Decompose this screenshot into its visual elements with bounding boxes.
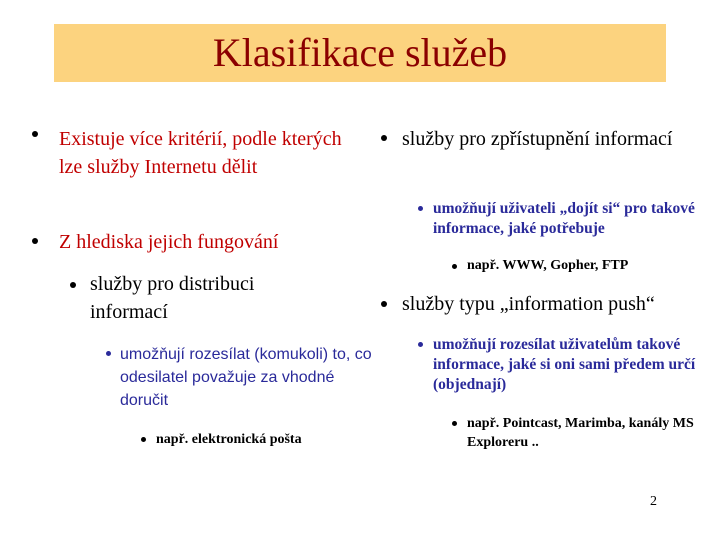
right-example-push: např. Pointcast, Marimba, kanály MS Exploreru .. — [467, 416, 694, 450]
bullet-dot — [452, 264, 457, 269]
bullet-dot — [106, 351, 111, 356]
bullet-dot — [452, 421, 457, 426]
bullet-dot — [418, 342, 423, 347]
bullet-dot — [32, 238, 38, 244]
bullet-dot — [381, 301, 387, 307]
left-bullet-criteria: Existuje více kritérií, podle kterých lze služby Internetu dělit — [59, 128, 342, 178]
title-banner — [54, 24, 666, 82]
page-number: 2 — [650, 494, 657, 509]
slide-title: Klasifikace služeb — [212, 30, 508, 75]
bullet-dot — [70, 282, 76, 288]
left-subsub-description: umožňují rozesílat (komukoli) to, co odesilatel považuje za vhodné doručit — [120, 346, 372, 409]
right-sub-push-desc: umožňují rozesílat uživatelům takové informace, jaké si oni sami předem určí (objednají) — [433, 336, 696, 393]
bullet-dot — [418, 206, 423, 211]
bullet-dot — [381, 135, 387, 141]
right-sub-access-desc: umožňují uživateli „dojít si“ pro takové informace, jaké potřebuje — [433, 200, 695, 237]
bullet-dot — [141, 437, 146, 442]
left-bullet-functioning: Z hlediska jejich fungování — [59, 231, 279, 253]
bullet-dot — [32, 131, 38, 137]
right-bullet-push: služby typu „information push“ — [402, 293, 655, 315]
right-example-access: např. WWW, Gopher, FTP — [467, 258, 629, 273]
left-example: např. elektronická pošta — [156, 432, 302, 447]
left-sub-distribution: služby pro distribuci informací — [90, 273, 255, 323]
right-bullet-access: služby pro zpřístupnění informací — [402, 128, 673, 150]
